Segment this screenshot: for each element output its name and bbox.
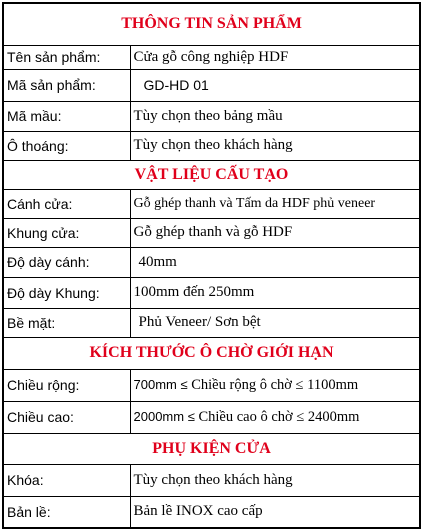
spec-value: Tùy chọn theo khách hàng xyxy=(130,464,420,496)
spec-label: Chiều rộng: xyxy=(3,369,130,401)
spec-value: Tùy chọn theo bảng mầu xyxy=(130,101,420,131)
spec-label: Chiều cao: xyxy=(3,401,130,433)
spec-value: Cửa gỗ công nghiệp HDF xyxy=(130,45,420,69)
range-text: Chiều cao ô chờ ≤ xyxy=(194,408,308,425)
section-header-accessories xyxy=(3,433,420,464)
spec-value xyxy=(130,401,420,433)
spec-value: Gỗ ghép thanh và gỗ HDF xyxy=(130,218,420,247)
spec-value: 40mm xyxy=(130,247,420,277)
section-header-opening-size xyxy=(3,337,420,369)
section-title: PHỤ KIỆN CỬA xyxy=(3,433,420,464)
section-title: VẬT LIỆU CẤU TẠO xyxy=(3,160,420,189)
range-min: 700mm ≤ xyxy=(133,376,188,392)
spec-label: Ô thoáng: xyxy=(3,131,130,160)
spec-value: Phủ Veneer/ Sơn bệt xyxy=(130,308,420,337)
spec-row-hinge xyxy=(3,496,420,528)
spec-row-height xyxy=(3,401,420,433)
spec-label: Mã mầu: xyxy=(3,101,130,131)
spec-row-product-name xyxy=(3,45,420,69)
spec-label: Bề mặt: xyxy=(3,308,130,337)
spec-label: Tên sản phẩm: xyxy=(3,45,130,69)
spec-row-ventilation xyxy=(3,131,420,160)
section-header-product-info xyxy=(3,3,420,45)
section-header-materials xyxy=(3,160,420,189)
range-max: 1100mm xyxy=(307,376,359,393)
spec-row-width xyxy=(3,369,420,401)
spec-label: Độ dày cánh: xyxy=(3,247,130,277)
range-min: 2000mm ≤ xyxy=(133,408,195,424)
spec-label: Cánh cửa: xyxy=(3,189,130,218)
spec-value: GD-HD 01 xyxy=(130,69,420,101)
spec-value: Gỗ ghép thanh và Tấm da HDF phủ veneer xyxy=(130,189,420,218)
spec-row-lock xyxy=(3,464,420,496)
range-text: Chiều rộng ô chờ ≤ xyxy=(187,376,308,393)
spec-value: Tùy chọn theo khách hàng xyxy=(130,131,420,160)
spec-row-leaf-thickness xyxy=(3,247,420,277)
range-max: 2400mm xyxy=(307,408,360,425)
spec-row-door-frame xyxy=(3,218,420,247)
spec-row-frame-thickness xyxy=(3,277,420,308)
spec-label: Khóa: xyxy=(3,464,130,496)
section-title: THÔNG TIN SẢN PHẨM xyxy=(3,3,420,45)
spec-label: Bản lề: xyxy=(3,496,130,528)
spec-value: Bản lề INOX cao cấp xyxy=(130,496,420,528)
spec-row-color-code xyxy=(3,101,420,131)
spec-label: Độ dày Khung: xyxy=(3,277,130,308)
spec-label: Mã sản phẩm: xyxy=(3,69,130,101)
spec-row-door-leaf xyxy=(3,189,420,218)
spec-label: Khung cửa: xyxy=(3,218,130,247)
spec-row-product-code xyxy=(3,69,420,101)
spec-value xyxy=(130,369,420,401)
product-spec-table xyxy=(2,2,421,529)
spec-row-surface xyxy=(3,308,420,337)
spec-value: 100mm đến 250mm xyxy=(130,277,420,308)
section-title: KÍCH THƯỚC Ô CHỜ GIỚI HẠN xyxy=(3,337,420,369)
